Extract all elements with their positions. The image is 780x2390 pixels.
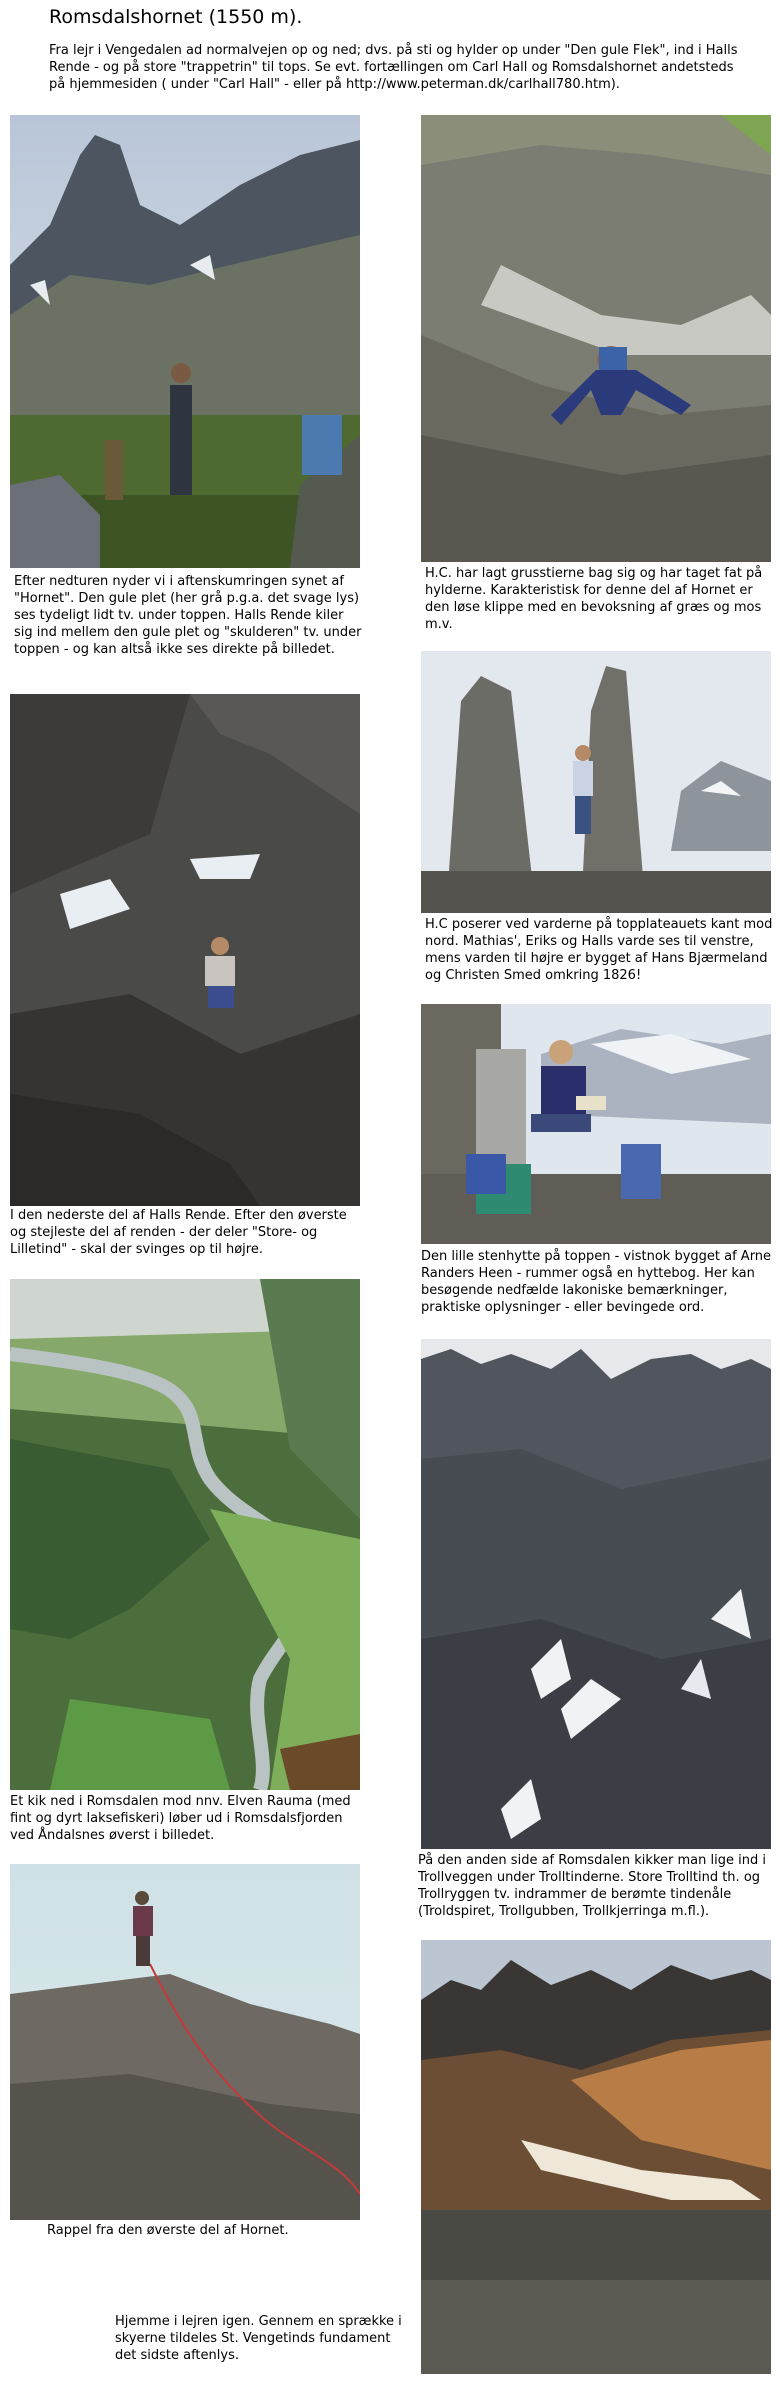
caption-evening-camp: Efter nedturen nyder vi i aftenskumringen synet af "Hornet". Den gule plet (her grå p.g.a. det svage lys) ses tydeligt lidt tv. under toppen. Halls Rende kiler sig ind mellem den gule plet og "skulderen" tv. under toppen - og kan altså ikke ses direkte på billedet. <box>14 574 362 657</box>
photo-scree-jump <box>421 115 771 562</box>
page-title: Romsdalshornet (1550 m). <box>49 6 303 28</box>
photo-summit-hut <box>421 1004 771 1244</box>
caption-romsdalen-valley: Et kik ned i Romsdalen mod nnv. Elven Rauma (med fint og dyrt laksefiskeri) løber ud i Romsdalsfjorden ved Åndalsnes øverst i billedet. <box>10 1794 351 1843</box>
caption-summit-hut: Den lille stenhytte på toppen - vistnok bygget af Arne Randers Heen - rummer også en hyttebog. Her kan besøgende nedfælde lakoniske bemærkninger, praktiske oplysninger - eller bevingede ord. <box>421 1249 772 1315</box>
photo-romsdalen-valley <box>10 1279 360 1790</box>
caption-halls-rende: I den nederste del af Halls Rende. Efter den øverste og stejleste del af renden - der deler "Store- og Lilletind" - skal der svinges op til højre. <box>10 1208 347 1257</box>
caption-vengetind: Hjemme i lejren igen. Gennem en sprække i skyerne tildeles St. Vengetinds fundament det sidste aftenlys. <box>115 2314 402 2363</box>
caption-scree-jump: H.C. har lagt grusstierne bag sig og har taget fat på hylderne. Karakteristisk for denne del af Hornet er den løse klippe med en bevoksning af græs og mos m.v. <box>425 566 763 632</box>
photo-rappel <box>10 1864 360 2220</box>
photo-trolltindane <box>421 1339 771 1849</box>
caption-trolltindane: På den anden side af Romsdalen kikker man lige ind i Trollveggen under Trolltinderne. Store Trolltind th. og Trollryggen tv. indrammer de berømte tindenåle (Troldspiret, Trollgubben, Trollkjerringa m.fl.). <box>418 1853 766 1919</box>
photo-halls-rende <box>10 694 360 1206</box>
caption-cairns: H.C poserer ved varderne på topplateauets kant mod nord. Mathias', Eriks og Halls varde ses til venstre, mens varden til højre er bygget af Hans Bjærmeland og Christen Smed omkring 1826! <box>425 917 773 983</box>
caption-rappel: Rappel fra den øverste del af Hornet. <box>47 2223 289 2238</box>
photo-evening-camp <box>10 115 360 568</box>
intro-text: Fra lejr i Vengedalen ad normalvejen op og ned; dvs. på sti og hylder op under "Den gule Flek", ind i Halls Rende - og på store "trappetrin" til tops. Se evt. fortællingen om Carl Hall og Romsdalshornet andetsteds på hjemmesiden ( under "Carl Hall" - eller på http://www.peterman.dk/carlhall780.htm). <box>49 43 738 92</box>
photo-cairns <box>421 651 771 913</box>
photo-vengetind <box>421 1940 771 2374</box>
